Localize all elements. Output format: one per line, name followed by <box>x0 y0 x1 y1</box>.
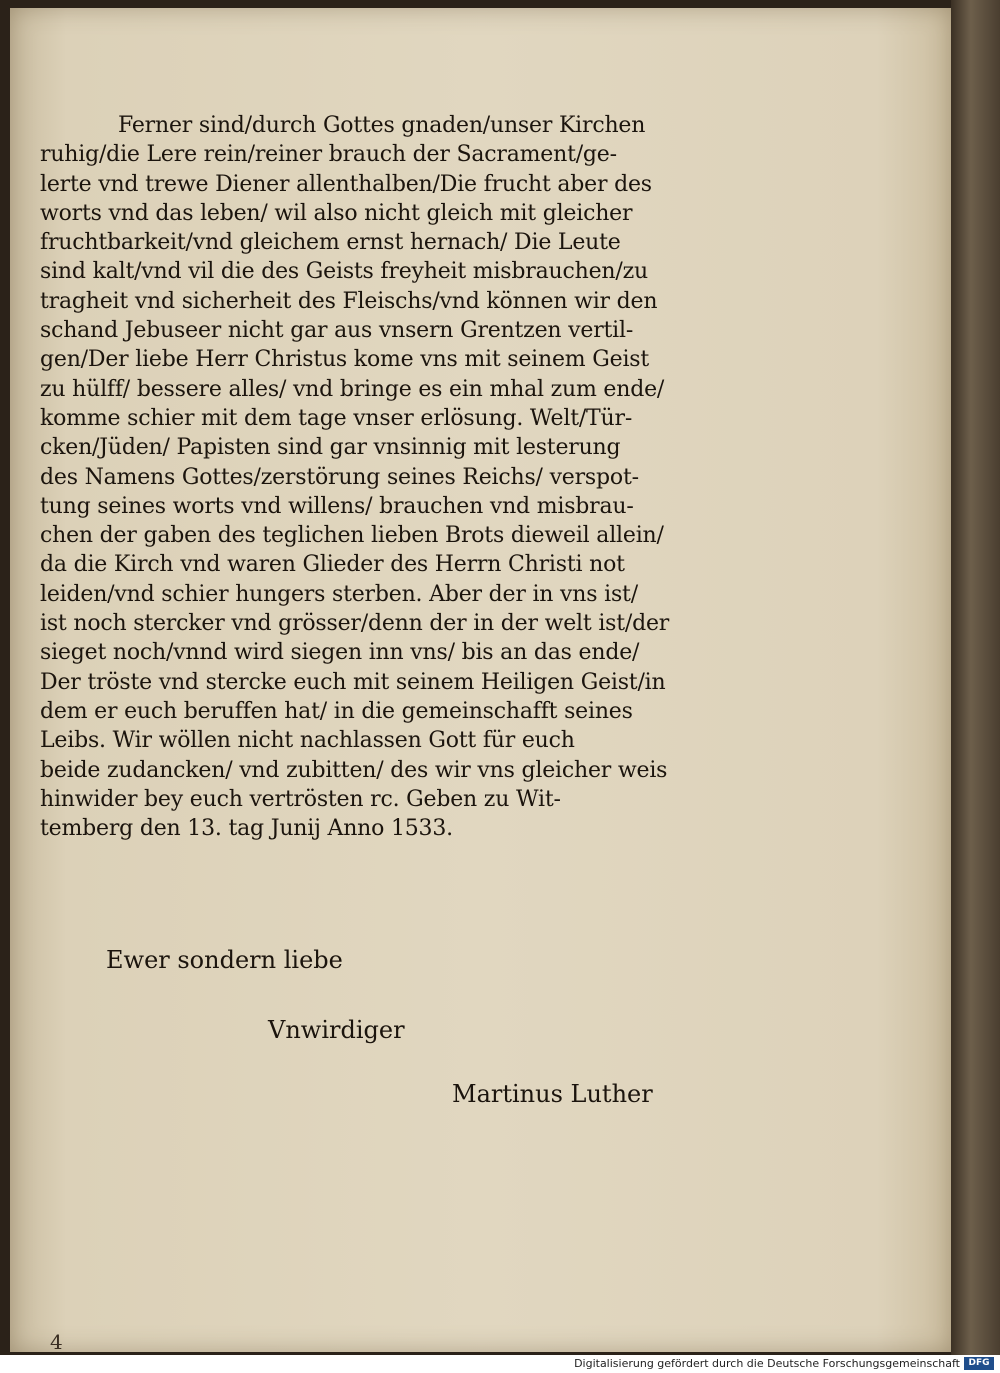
text-line: temberg den 13. tag Junij Anno 1533. <box>40 816 453 842</box>
text-line: cken/Jüden/ Papisten sind gar vnsinnig mit lesterung <box>40 435 621 461</box>
text-line: gen/Der liebe Herr Christus kome vns mit seinem Geist <box>40 347 650 373</box>
funding-credit: Digitalisierung gefördert durch die Deutsche Forschungsgemeinschaft <box>574 1357 960 1370</box>
text-line: sind kalt/vnd vil die des Geists freyheit misbrauchen/zu <box>40 259 648 285</box>
text-line: sieget noch/vnnd wird siegen inn vns/ bis an das ende/ <box>40 640 640 666</box>
text-line: Ferner sind/durch Gottes gnaden/unser Kirchen <box>118 113 646 138</box>
text-line: schand Jebuseer nicht gar aus vnsern Grentzen vertil- <box>40 318 634 344</box>
footer-bar <box>0 1355 1000 1373</box>
text-line: da die Kirch vnd waren Glieder des Herrn Christi not <box>40 552 625 578</box>
text-line: komme schier mit dem tage vnser erlösung. Welt/Tür- <box>40 405 633 431</box>
book-page <box>10 8 952 1352</box>
text-line: zu hülff/ bessere alles/ vnd bringe es ein mhal zum ende/ <box>40 376 665 402</box>
closing-title: Vnwirdiger <box>268 1016 405 1044</box>
text-line: worts vnd das leben/ wil also nicht gleich mit gleicher <box>40 200 633 226</box>
body-text <box>40 111 700 843</box>
text-line: lerte vnd trewe Diener allenthalben/Die frucht aber des <box>40 171 652 197</box>
text-line: des Namens Gottes/zerstörung seines Reichs/ verspot- <box>40 464 639 490</box>
text-line: fruchtbarkeit/vnd gleichem ernst hernach/ Die Leute <box>40 230 621 256</box>
text-line: hinwider bey euch vertrösten rc. Geben zu Wit- <box>40 786 561 812</box>
folio-mark: 4 <box>50 1330 63 1354</box>
dfg-logo-icon: DFG <box>964 1357 994 1370</box>
text-line: Der tröste vnd stercke euch mit seinem Heiligen Geist/in <box>40 669 666 695</box>
text-line: ruhig/die Lere rein/reiner brauch der Sacrament/ge- <box>40 142 617 168</box>
text-line: chen der gaben des teglichen lieben Brots dieweil allein/ <box>40 523 664 549</box>
text-line: tung seines worts vnd willens/ brauchen vnd misbrau- <box>40 493 634 519</box>
closing-salutation: Ewer sondern liebe <box>106 946 343 974</box>
text-line: leiden/vnd schier hungers sterben. Aber der in vns ist/ <box>40 581 638 607</box>
text-line: tragheit vnd sicherheit des Fleischs/vnd können wir den <box>40 288 658 314</box>
text-line: ist noch stercker vnd grösser/denn der in der welt ist/der <box>40 611 670 637</box>
book-edge <box>951 0 1000 1355</box>
text-line: beide zudancken/ vnd zubitten/ des wir vns gleicher weis <box>40 757 668 783</box>
text-line: Leibs. Wir wöllen nicht nachlassen Gott für euch <box>40 728 575 754</box>
text-line: dem er euch beruffen hat/ in die gemeinschafft seines <box>40 698 633 724</box>
signature: Martinus Luther <box>452 1080 653 1108</box>
